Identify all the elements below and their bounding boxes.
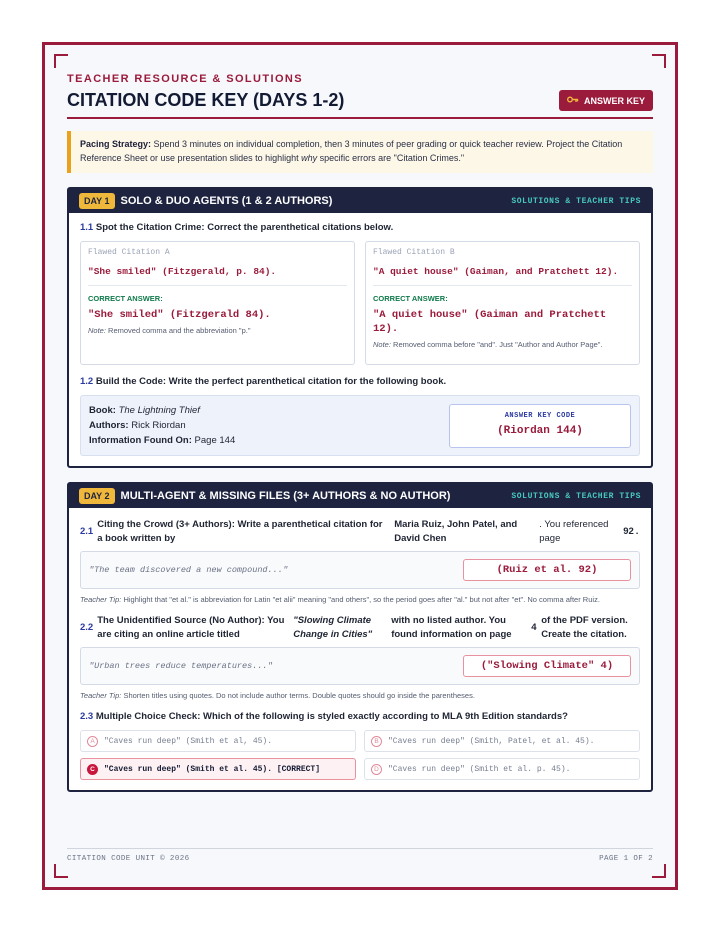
day1-card <box>67 187 653 468</box>
choice-a[interactable] <box>80 730 356 752</box>
pacing-text-end: specific errors are "Citation Crimes." <box>317 153 465 163</box>
answer-key-code: (Riordan 144) <box>497 424 583 437</box>
answer-key-badge <box>559 90 653 111</box>
book-info-box <box>80 395 640 456</box>
question-text: Build the Code: Write the perfect parenthetical citation for the following book. <box>95 376 447 387</box>
flawed-citation: "A quiet house" (Gaiman, and Pratchett 12). <box>373 266 632 286</box>
question-1-1 <box>80 221 640 235</box>
choice-letter: C <box>87 764 98 775</box>
footer-copyright: CITATION CODE UNIT © 2026 <box>67 855 190 863</box>
question-2-2: 2.2 The Unidentified Source (No Author): You are citing an online article titled "Slowing Climate Change in Cities" with no listed author. You found information on page 4 of the PDF version. Create the citation. <box>80 615 628 640</box>
choice-letter: A <box>87 736 98 747</box>
day2-header <box>69 484 651 508</box>
quote-text: "The team discovered a new compound..." <box>89 565 288 575</box>
answer-key-code-label: ANSWER KEY CODE <box>504 411 576 420</box>
choice-text: "Caves run deep" (Smith et al, 45). <box>104 736 273 746</box>
flawed-label: Flawed Citation B <box>373 248 455 257</box>
pacing-label: Pacing Strategy: <box>80 139 152 149</box>
page-kicker: TEACHER RESOURCE & SOLUTIONS <box>67 73 303 85</box>
quote-row-2-1 <box>80 551 640 589</box>
quote-text: "Urban trees reduce temperatures..." <box>89 661 273 671</box>
question-text: Spot the Citation Crime: Correct the parenthetical citations below. <box>95 222 394 233</box>
choice-text: "Caves run deep" (Smith et al. p. 45). <box>388 764 571 774</box>
answer-box: (Ruiz et al. 92) <box>463 559 631 581</box>
book-line: Book: The Lightning Thief <box>89 405 200 416</box>
day2-title: MULTI-AGENT & MISSING FILES (3+ AUTHORS & NO AUTHOR) <box>120 490 451 502</box>
day1-title: SOLO & DUO AGENTS (1 & 2 AUTHORS) <box>120 195 333 207</box>
correct-citation: "She smiled" (Fitzgerald 84). <box>88 309 271 321</box>
question-1-2 <box>80 375 640 389</box>
answer-box: ("Slowing Climate" 4) <box>463 655 631 677</box>
corner-mark <box>54 54 68 68</box>
pacing-strategy <box>67 131 653 173</box>
citation-b-box <box>365 241 640 365</box>
choice-letter: B <box>371 736 382 747</box>
day2-tips-label: SOLUTIONS & TEACHER TIPS <box>511 491 641 501</box>
title-row <box>67 90 653 119</box>
day1-pill: DAY 1 <box>79 193 115 209</box>
corner-mark <box>652 54 666 68</box>
day1-tips-label: SOLUTIONS & TEACHER TIPS <box>511 196 641 206</box>
quote-row-2-2 <box>80 647 640 685</box>
page-footer <box>67 848 653 863</box>
day1-header <box>69 189 651 213</box>
choice-text: "Caves run deep" (Smith et al. 45). [CORRECT] <box>104 764 321 774</box>
answer-note: Note: Removed comma and the abbreviation "p." <box>88 326 251 335</box>
choice-b[interactable] <box>364 730 640 752</box>
flawed-citation: "She smiled" (Fitzgerald, p. 84). <box>88 266 347 286</box>
correct-answer-label: CORRECT ANSWER: <box>373 294 448 303</box>
footer-page-number: PAGE 1 OF 2 <box>599 855 653 863</box>
page-title: CITATION CODE KEY (DAYS 1-2) <box>67 90 345 110</box>
choice-c-correct[interactable] <box>80 758 356 780</box>
choice-text: "Caves run deep" (Smith, Patel, et al. 45). <box>388 736 595 746</box>
answer-key-label: ANSWER KEY <box>583 95 645 106</box>
multiple-choice-options <box>80 730 640 780</box>
info-page-line: Information Found On: Page 144 <box>89 435 236 446</box>
day2-card <box>67 482 653 792</box>
day2-pill: DAY 2 <box>79 488 115 504</box>
question-2-3: 2.3 Multiple Choice Check: Which of the following is styled exactly according to MLA 9th Edition standards? <box>80 711 568 722</box>
choice-letter: D <box>371 764 382 775</box>
page-content <box>67 73 653 792</box>
answer-key-code-box <box>449 404 631 448</box>
key-icon <box>567 95 579 106</box>
pacing-text: Spend 3 minutes on individual completion, then 3 minutes of peer grading or quick teacher review. Project the Citation Reference Sheet or use presentation slides to highlight <box>80 139 623 163</box>
flawed-label: Flawed Citation A <box>88 248 170 257</box>
question-number: 1.2 <box>80 376 94 387</box>
authors-line: Authors: Rick Riordan <box>89 420 186 431</box>
correct-answer-label: CORRECT ANSWER: <box>88 294 163 303</box>
teacher-tip: Teacher Tip: Shorten titles using quotes. Do not include author terms. Double quotes should go inside the parentheses. <box>80 691 475 700</box>
correct-citation: "A quiet house" (Gaiman and Pratchett 12). <box>373 309 607 335</box>
corner-mark <box>54 864 68 878</box>
answer-note: Note: Removed comma before "and". Just "Author and Author Page". <box>373 340 603 349</box>
corner-mark <box>652 864 666 878</box>
teacher-tip: Teacher Tip: Highlight that "et al." is abbreviation for Latin "et alii" meaning "and others", so the period goes after "al." but not after "et". No comma after Ruiz. <box>80 595 600 604</box>
citation-a-box <box>80 241 355 365</box>
page-frame <box>42 42 678 890</box>
choice-d[interactable] <box>364 758 640 780</box>
pacing-emphasis: why <box>301 153 318 163</box>
question-number: 1.1 <box>80 222 94 233</box>
question-2-1: 2.1 Citing the Crowd (3+ Authors): Write a parenthetical citation for a book written by Maria Ruiz, John Patel, and David Chen . You referenced page 92 . <box>80 519 639 544</box>
